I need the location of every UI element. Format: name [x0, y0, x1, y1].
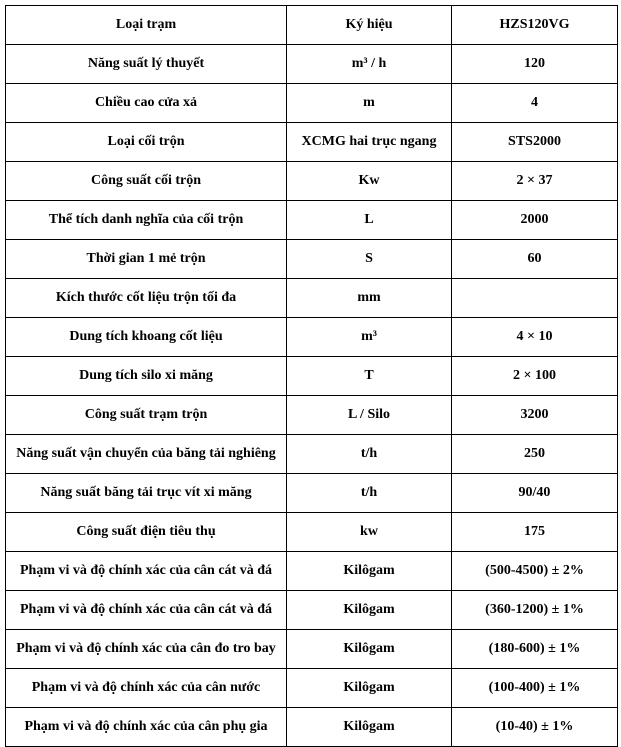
- table-row: [6, 591, 618, 630]
- header-symbol: Ký hiệu: [287, 6, 452, 45]
- header-model: HZS120VG: [452, 6, 618, 45]
- row-unit: Kilôgam: [287, 630, 452, 669]
- row-name: Loại cối trộn: [6, 123, 287, 162]
- table-row: [6, 279, 618, 318]
- row-value: (180-600) ± 1%: [452, 630, 618, 669]
- row-unit: Kw: [287, 162, 452, 201]
- row-value: 2 × 100: [452, 357, 618, 396]
- row-name: Năng suất vận chuyển của băng tải nghiêng: [6, 435, 287, 474]
- row-value: 2 × 37: [452, 162, 618, 201]
- table-row: [6, 201, 618, 240]
- table-row: [6, 552, 618, 591]
- row-name: Công suất cối trộn: [6, 162, 287, 201]
- table-row: [6, 45, 618, 84]
- row-unit: m³: [287, 318, 452, 357]
- row-unit: m: [287, 84, 452, 123]
- table-row: [6, 162, 618, 201]
- table-row: [6, 435, 618, 474]
- row-unit: Kilôgam: [287, 669, 452, 708]
- row-unit: Kilôgam: [287, 552, 452, 591]
- table-row: [6, 513, 618, 552]
- row-value: 175: [452, 513, 618, 552]
- row-name: Dung tích khoang cốt liệu: [6, 318, 287, 357]
- row-name: Phạm vi và độ chính xác của cân đo tro bay: [6, 630, 287, 669]
- row-unit: t/h: [287, 474, 452, 513]
- row-value: 2000: [452, 201, 618, 240]
- header-station-type: Loại trạm: [6, 6, 287, 45]
- table-row: [6, 396, 618, 435]
- row-name: Phạm vi và độ chính xác của cân cát và đá: [6, 591, 287, 630]
- row-unit: L / Silo: [287, 396, 452, 435]
- row-unit: T: [287, 357, 452, 396]
- row-unit: m³ / h: [287, 45, 452, 84]
- row-name: Công suất điện tiêu thụ: [6, 513, 287, 552]
- table-row: [6, 630, 618, 669]
- row-name: Công suất trạm trộn: [6, 396, 287, 435]
- row-unit: t/h: [287, 435, 452, 474]
- row-name: Phạm vi và độ chính xác của cân phụ gia: [6, 708, 287, 747]
- row-name: Kích thước cốt liệu trộn tối đa: [6, 279, 287, 318]
- row-value: (100-400) ± 1%: [452, 669, 618, 708]
- row-value: 3200: [452, 396, 618, 435]
- row-value: (500-4500) ± 2%: [452, 552, 618, 591]
- row-name: Chiều cao cửa xả: [6, 84, 287, 123]
- table-row: [6, 669, 618, 708]
- row-unit: Kilôgam: [287, 708, 452, 747]
- table-row: [6, 357, 618, 396]
- table-header-row: [6, 6, 618, 45]
- row-value: (360-1200) ± 1%: [452, 591, 618, 630]
- row-value: 60: [452, 240, 618, 279]
- row-unit: XCMG hai trục ngang: [287, 123, 452, 162]
- row-value: 4: [452, 84, 618, 123]
- row-name: Phạm vi và độ chính xác của cân nước: [6, 669, 287, 708]
- row-unit: Kilôgam: [287, 591, 452, 630]
- row-value: [452, 279, 618, 318]
- row-unit: kw: [287, 513, 452, 552]
- row-name: Dung tích silo xi măng: [6, 357, 287, 396]
- row-value: (10-40) ± 1%: [452, 708, 618, 747]
- row-unit: mm: [287, 279, 452, 318]
- row-name: Thể tích danh nghĩa của cối trộn: [6, 201, 287, 240]
- row-value: 90/40: [452, 474, 618, 513]
- spec-table: [5, 5, 618, 747]
- row-name: Năng suất băng tải trục vít xi măng: [6, 474, 287, 513]
- table-row: [6, 708, 618, 747]
- row-value: 4 × 10: [452, 318, 618, 357]
- table-row: [6, 123, 618, 162]
- row-value: 120: [452, 45, 618, 84]
- table-row: [6, 84, 618, 123]
- row-name: Thời gian 1 mẻ trộn: [6, 240, 287, 279]
- table-row: [6, 318, 618, 357]
- row-value: STS2000: [452, 123, 618, 162]
- row-name: Phạm vi và độ chính xác của cân cát và đá: [6, 552, 287, 591]
- row-unit: L: [287, 201, 452, 240]
- table-row: [6, 474, 618, 513]
- table-row: [6, 240, 618, 279]
- row-unit: S: [287, 240, 452, 279]
- row-value: 250: [452, 435, 618, 474]
- row-name: Năng suất lý thuyết: [6, 45, 287, 84]
